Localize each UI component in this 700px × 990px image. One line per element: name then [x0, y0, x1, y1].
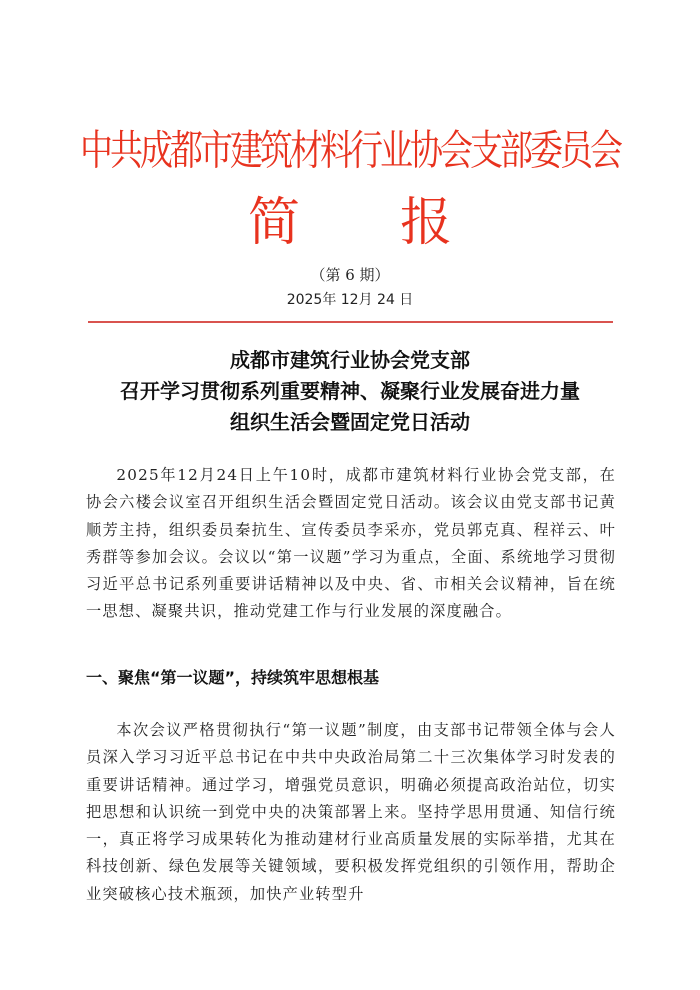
paragraph-section-1: 本次会议严格贯彻执行“第一议题”制度，由支部书记带领全体与会人员深入学习习近平总书记在中共中央政治局第二十三次集体学习时发表的重要讲话精神。通过学习，增强党员意识，明确必须提高政治站位，切实把思想和认识统一到党中央的决策部署上来。坚持学思用贯通、知信行统一，真正将学习成果转化为推动建材行业高质量发展的实际举措，尤其在科技创新、绿色发展等关键领域，要积极发挥党组织的引领作用，帮助企业突破核心技术瓶颈，加快产业转型升 [86, 721, 616, 903]
article-headline [60, 345, 640, 438]
bulletin-title-char-1: 简 [247, 193, 300, 253]
paragraph-intro: 2025年12月24日上午10时，成都市建筑材料行业协会党支部，在协会六楼会议室召开组织生活会暨固定党日活动。该会议由党支部书记黄顺芳主持，组织委员秦抗生、宣传委员李采亦，党员郭克真、程祥云、叶秀群等参加会议。会议以“第一议题”学习为重点，全面、系统地学习贯彻习近平总书记系列重要讲话精神以及中央、省、市相关会议精神，旨在统一思想、凝聚共识，推动党建工作与行业发展的深度融合。 [86, 466, 616, 621]
issue-date: 2025年 12月 24 日 [286, 292, 414, 308]
section-heading-1: 一、聚焦“第一议题”，持续筑牢思想根基 [86, 668, 380, 687]
issue-number: （第 6 期） [310, 266, 390, 284]
headline-line-2: 召开学习贯彻系列重要精神、凝聚行业发展奋进力量 [120, 379, 580, 403]
header-divider [88, 321, 613, 323]
bulletin-title-char-2: 报 [400, 193, 453, 253]
headline-line-1: 成都市建筑行业协会党支部 [230, 348, 470, 372]
headline-line-3: 组织生活会暨固定党日活动 [230, 410, 470, 434]
organization-masthead: 中共成都市建筑材料行业协会支部委员会 [80, 125, 620, 175]
bulletin-title [80, 180, 620, 255]
